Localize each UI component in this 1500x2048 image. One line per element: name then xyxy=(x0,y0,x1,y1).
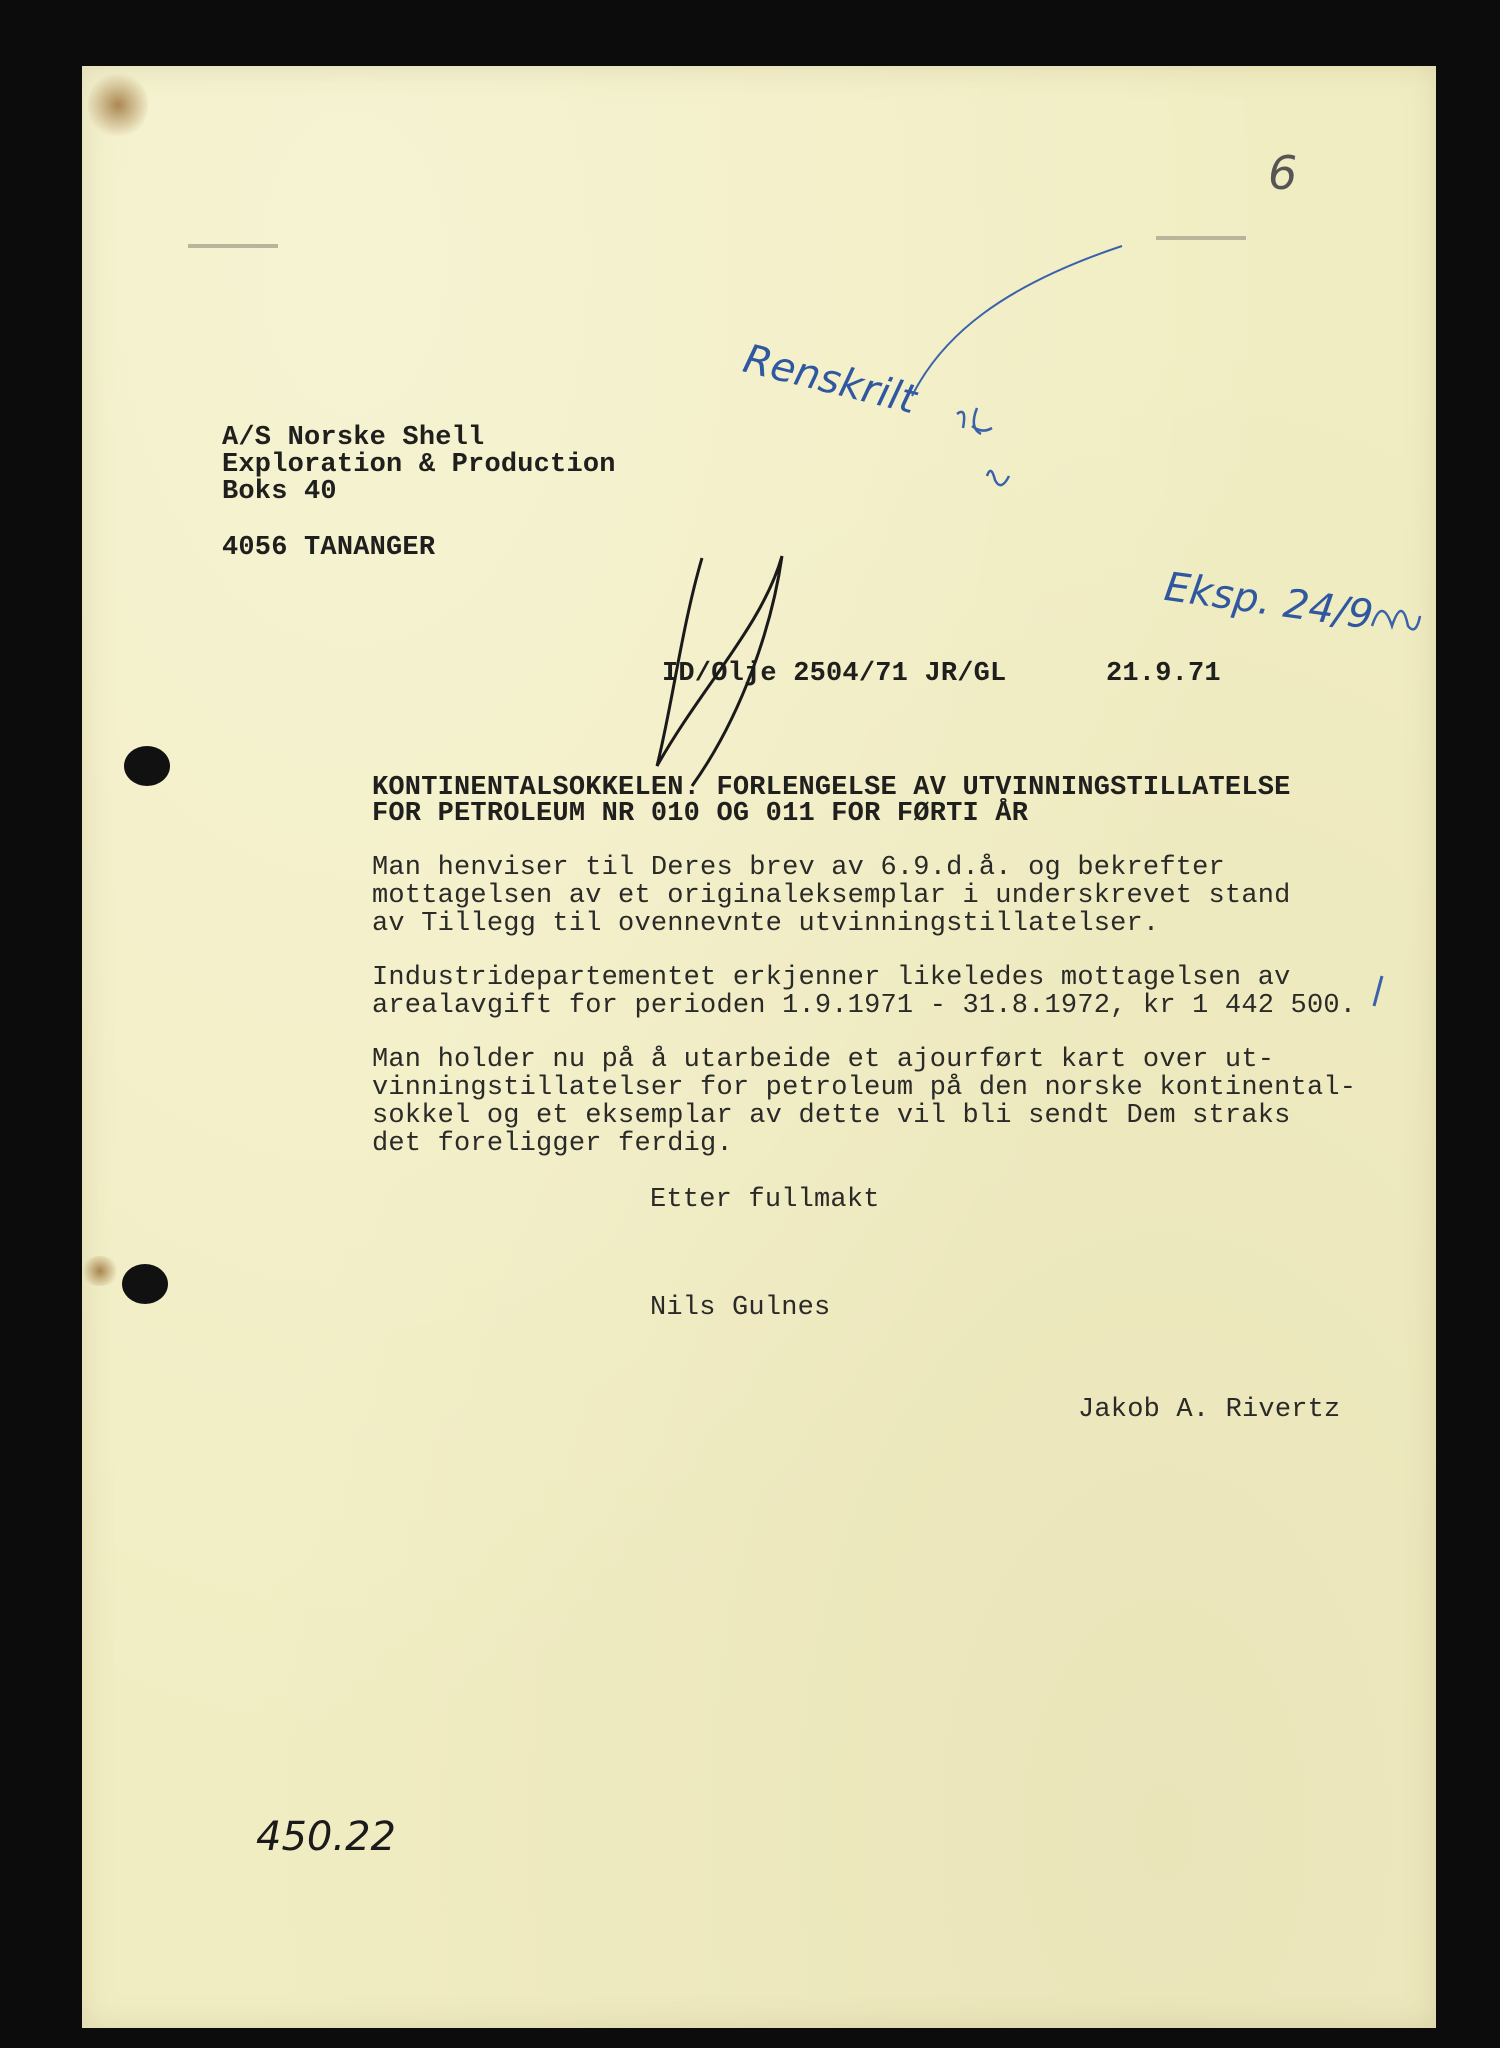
clean-copy-note: Renskrilt xyxy=(738,336,921,424)
subject-line-2: FOR PETROLEUM NR 010 OG 011 FOR FØRTI ÅR xyxy=(372,799,1029,829)
dispatch-note: Eksp. 24/9 xyxy=(1161,564,1376,639)
paragraph-1-line-3: av Tillegg til ovennevnte utvinningstillatelser. xyxy=(372,909,1160,939)
letter-page xyxy=(82,66,1436,2028)
paragraph-3-line-2: vinningstillatelser for petroleum på den norske kontinental- xyxy=(372,1073,1357,1103)
blue-dispatch-scribble xyxy=(1372,611,1420,629)
recipient-line-1: A/S Norske Shell xyxy=(222,423,485,453)
paragraph-3-line-4: det foreligger ferdig. xyxy=(372,1129,733,1159)
blue-pen-swoop xyxy=(912,246,1122,396)
paragraph-3-line-3: sokkel og et eksemplar av dette vil bli sendt Dem straks xyxy=(372,1101,1291,1131)
signer-1: Nils Gulnes xyxy=(650,1293,831,1323)
closing-authority: Etter fullmakt xyxy=(650,1185,880,1215)
archive-code: 450.22 xyxy=(256,1814,396,1860)
black-signature-scribble xyxy=(657,556,782,786)
paragraph-3-line-1: Man holder nu på å utarbeide et ajourført kart over ut- xyxy=(372,1045,1275,1075)
paragraph-1-line-1: Man henviser til Deres brev av 6.9.d.å. og bekrefter xyxy=(372,853,1225,883)
subject-line-1: KONTINENTALSOKKELEN. FORLENGELSE AV UTVINNINGSTILLATELSE xyxy=(372,773,1291,803)
paragraph-2-line-1: Industridepartementet erkjenner likeledes mottagelsen av xyxy=(372,963,1291,993)
paragraph-2-line-2: arealavgift for perioden 1.9.1971 - 31.8.1972, kr 1 442 500. xyxy=(372,991,1357,1021)
letter-date: 21.9.71 xyxy=(1106,659,1221,689)
recipient-city: 4056 TANANGER xyxy=(222,533,436,563)
journal-reference: ID/Olje 2504/71 JR/GL xyxy=(662,659,1007,689)
recipient-line-2: Exploration & Production xyxy=(222,450,616,480)
recipient-line-3: Boks 40 xyxy=(222,477,337,507)
page-number: 6 xyxy=(1268,146,1298,200)
handwritten-marks xyxy=(82,66,1436,2028)
blue-initials xyxy=(957,408,1009,485)
signer-2: Jakob A. Rivertz xyxy=(1078,1395,1341,1425)
paragraph-1-line-2: mottagelsen av et originaleksemplar i underskrevet stand xyxy=(372,881,1291,911)
blue-check-mark xyxy=(1374,976,1382,1006)
